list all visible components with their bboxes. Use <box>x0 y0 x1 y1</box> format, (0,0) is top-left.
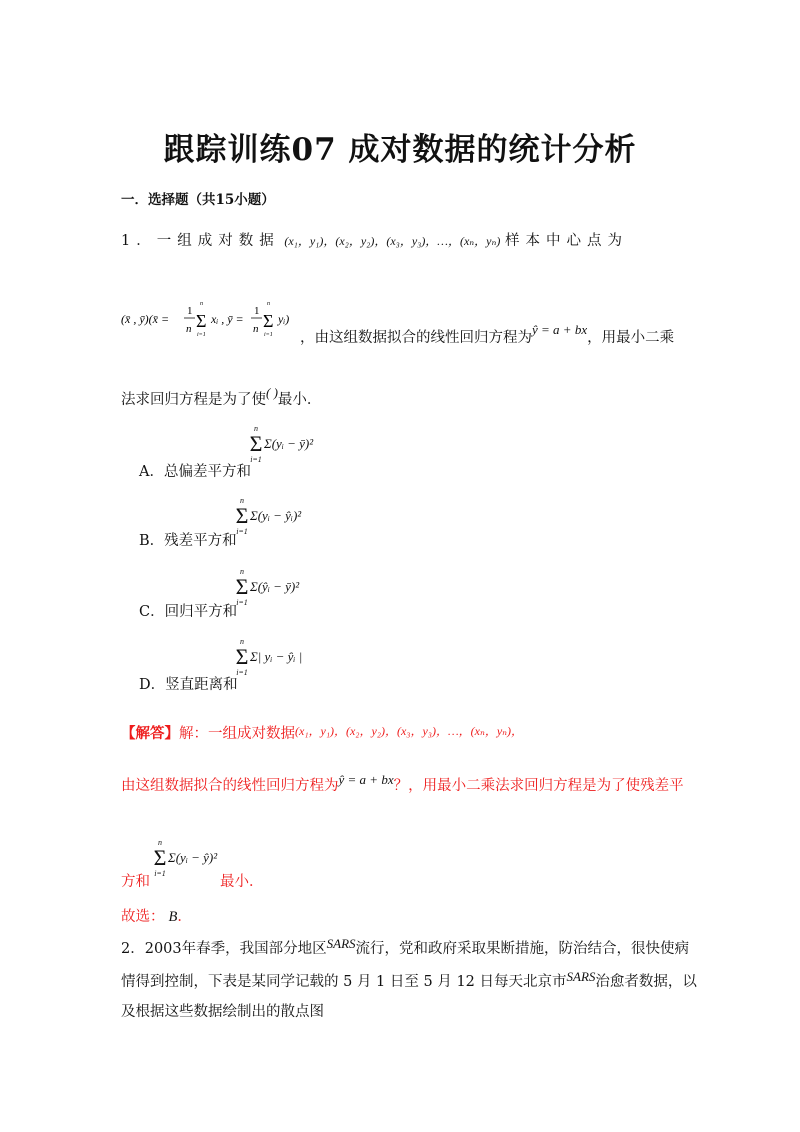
q2-line1 <box>121 937 689 958</box>
svg-text:i=1: i=1 <box>197 332 206 338</box>
option-d-formula-block <box>234 637 302 677</box>
sum-sign-c: Σ <box>235 574 249 599</box>
option-b-formula: Σ(yᵢ − ŷᵢ)² <box>250 508 302 523</box>
sum-upper-c: n <box>240 567 244 576</box>
sum-upper-d: n <box>240 637 244 646</box>
sum-sign-ans: Σ <box>153 845 167 870</box>
q2-line1-b: 流行，党和政府采取果断措施，防治结合，很快使病 <box>355 941 690 957</box>
answer-line1-text: 解：一组成对数据 <box>179 726 295 742</box>
q2-line3: 及根据这些数据绘制出的散点图 <box>121 1004 324 1020</box>
q1-line1 <box>121 229 628 250</box>
q1-line1-suffix: 样本中心点为 <box>504 233 628 249</box>
option-b-formula-block <box>234 496 301 536</box>
option-a-formula: Σ(yᵢ − ȳ)² <box>264 436 314 451</box>
sum-sign-a: Σ <box>249 431 263 456</box>
answer-choice-label: 故选： <box>121 909 165 925</box>
q2-sars-2: SARS <box>566 969 596 984</box>
page-title: 跟踪训练07 成对数据的统计分析 <box>163 132 637 168</box>
svg-text:n: n <box>186 323 192 335</box>
q2-line2-a: 情得到控制，下表是某同学记载的 5 月 1 日至 5 月 12 日每天北京市 <box>121 974 567 990</box>
q2-line1-a: 2．2003年春季，我国部分地区 <box>121 941 327 957</box>
answer-sum-block <box>152 838 217 878</box>
q1-line3 <box>121 385 322 409</box>
option-b[interactable]: B．残差平方和 <box>139 533 237 549</box>
answer-line2 <box>121 774 684 795</box>
option-d-formula: Σ| yᵢ − ŷᵢ | <box>250 649 303 664</box>
svg-text:1: 1 <box>187 305 193 317</box>
answer-data-pairs: (x₁，y₁)，(x₂，y₂)，(x₃，y₃)，…，(xₙ，yₙ)， <box>295 724 524 738</box>
answer-tag: 【解答】 <box>121 725 179 742</box>
svg-text:xᵢ , ȳ =: xᵢ , ȳ = <box>211 312 244 326</box>
answer-line3-b: 最小． <box>220 874 264 890</box>
section-heading: 一．选择题（共15小题） <box>121 192 275 208</box>
q1-line3-text: 法求回归方程是为了使 <box>121 392 266 408</box>
sum-lower-a: i=1 <box>250 455 262 464</box>
answer-sum-formula: Σ(yᵢ − ŷ)² <box>168 850 218 865</box>
sum-upper-ans: n <box>158 838 162 847</box>
answer-line1 <box>121 722 523 743</box>
svg-text:n: n <box>267 301 270 307</box>
q1-regression-formula: ŷ = a + bx <box>532 322 588 337</box>
sum-upper-a: n <box>254 424 258 433</box>
svg-text:1: 1 <box>254 305 260 317</box>
answer-line3-a: 方和 <box>121 874 150 890</box>
svg-text:yᵢ): yᵢ) <box>278 312 290 326</box>
answer-choice-line <box>121 905 192 926</box>
option-c-formula-block <box>234 567 299 607</box>
option-d[interactable]: D．竖直距离和 <box>139 677 238 693</box>
svg-text:n: n <box>200 301 203 307</box>
answer-choice-end: ． <box>177 909 192 925</box>
option-c[interactable]: C．回归平方和 <box>139 604 238 620</box>
sum-lower-d: i=1 <box>236 668 248 677</box>
q2-line2 <box>121 970 697 991</box>
q1-data-pairs: (x₁，y₁)，(x₂，y₂)，(x₃，y₃)，…，(xₙ，yₙ) <box>284 234 501 248</box>
q1-line3-suffix: 最小． <box>277 392 322 408</box>
svg-text:Σ: Σ <box>263 311 274 331</box>
sum-sign-b: Σ <box>235 503 249 528</box>
sum-lower-c: i=1 <box>236 598 248 607</box>
q2-line2-b: 治愈者数据，以 <box>595 974 697 990</box>
center-formula-graphic <box>121 298 311 342</box>
q1-line2 <box>300 322 675 347</box>
sum-lower-b: i=1 <box>236 527 248 536</box>
q1-blank: ( ) <box>266 385 278 400</box>
sum-upper-b: n <box>240 496 244 505</box>
svg-text:n: n <box>253 323 259 335</box>
option-a[interactable]: A．总偏差平方和 <box>139 464 251 480</box>
q1-line2-text: ，由这组数据拟合的线性回归方程为 <box>300 330 532 346</box>
svg-text:i=1: i=1 <box>264 332 273 338</box>
q2-sars-1: SARS <box>326 936 356 951</box>
svg-text:(x̄ , ȳ)(x̄ =: (x̄ , ȳ)(x̄ = <box>121 312 170 326</box>
answer-line2-a: 由这组数据拟合的线性回归方程为 <box>121 778 339 794</box>
center-formula <box>121 298 311 342</box>
q1-line1-prefix: 1．一组成对数据 <box>121 233 280 249</box>
option-a-formula-block <box>248 424 313 464</box>
svg-text:Σ: Σ <box>196 311 207 331</box>
sum-sign-d: Σ <box>235 644 249 669</box>
option-c-formula: Σ(ŷᵢ − ȳ)² <box>250 579 300 594</box>
sum-lower-ans: i=1 <box>154 869 166 878</box>
answer-choice: B <box>168 909 178 925</box>
q1-line2-suffix: ，用最小二乘 <box>587 330 675 346</box>
answer-line2-b: ？，用最小二乘法求回归方程是为了使残差平 <box>393 778 684 794</box>
answer-regression-formula: ŷ = a + bx <box>338 772 394 787</box>
